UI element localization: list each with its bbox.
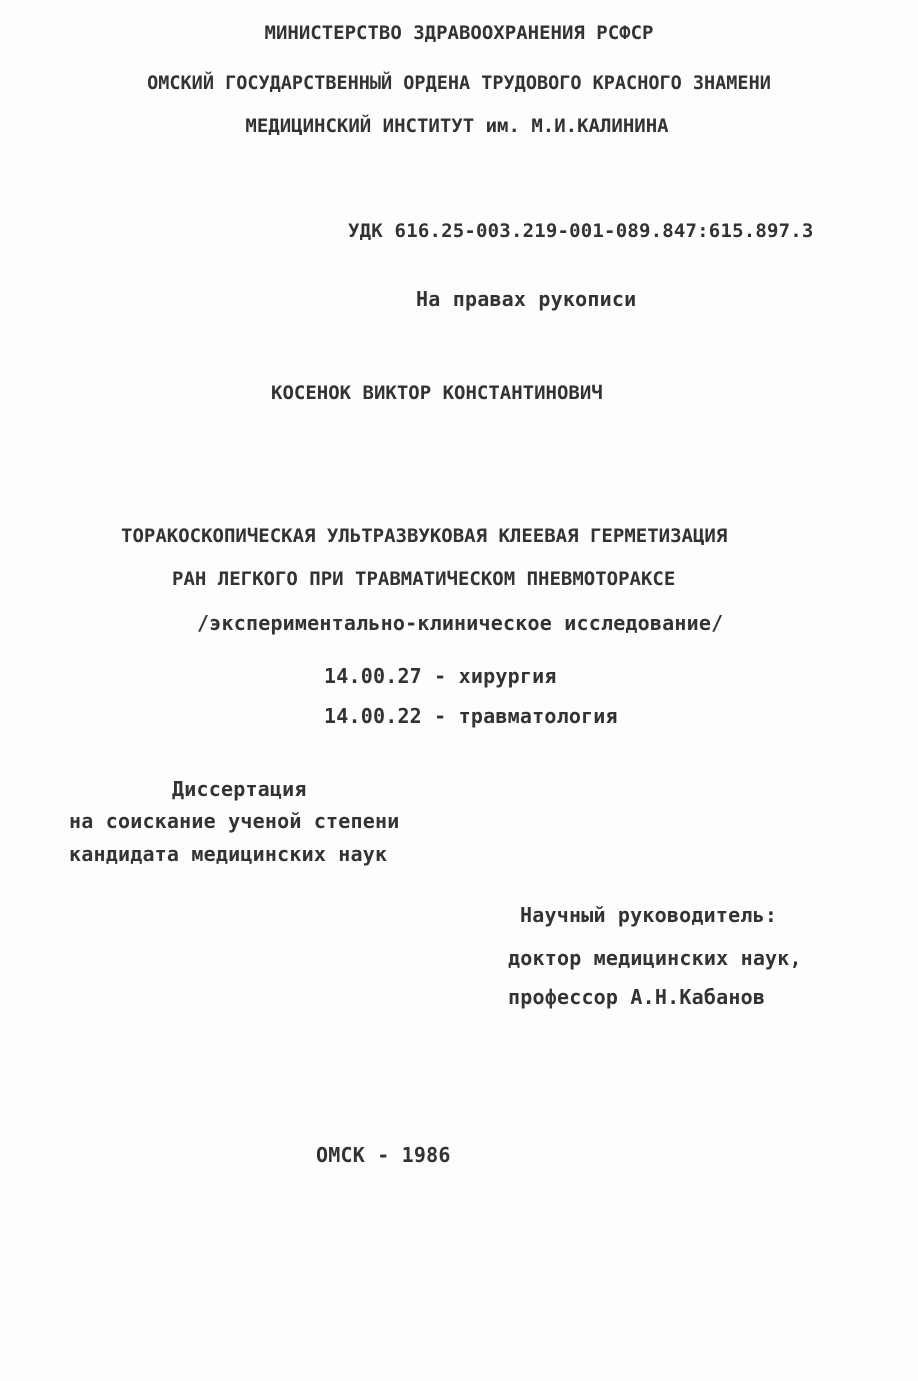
title-line1: ТОРАКОСКОПИЧЕСКАЯ УЛЬТРАЗВУКОВАЯ КЛЕЕВАЯ ГЕРМЕТИЗАЦИЯ	[121, 525, 728, 547]
supervisor-name: профессор А.Н.Кабанов	[508, 985, 766, 1009]
city-year: ОМСК - 1986	[316, 1143, 451, 1167]
dissertation-degree-line1: на соискание ученой степени	[69, 809, 400, 833]
supervisor-degree: доктор медицинских наук,	[508, 946, 802, 970]
institute-name-line1: ОМСКИЙ ГОСУДАРСТВЕННЫЙ ОРДЕНА ТРУДОВОГО КРАСНОГО ЗНАМЕНИ	[147, 73, 771, 94]
specialty-surgery: 14.00.27 - хирургия	[324, 664, 557, 688]
udk-code: УДК 616.25-003.219-001-089.847:615.897.3	[348, 220, 814, 242]
dissertation-degree-line2: кандидата медицинских наук	[69, 842, 388, 866]
title-line2: РАН ЛЕГКОГО ПРИ ТРАВМАТИЧЕСКОМ ПНЕВМОТОРАКСЕ	[172, 568, 676, 590]
institute-name-line2: МЕДИЦИНСКИЙ ИНСТИТУТ им. М.И.КАЛИНИНА	[245, 115, 669, 137]
specialty-traumatology: 14.00.22 - травматология	[324, 704, 618, 728]
dissertation-label: Диссертация	[172, 777, 307, 801]
manuscript-rights: На правах рукописи	[416, 287, 637, 311]
author-name: КОСЕНОК ВИКТОР КОНСТАНТИНОВИЧ	[271, 382, 603, 404]
ministry-header: МИНИСТЕРСТВО ЗДРАВООХРАНЕНИЯ РСФСР	[264, 22, 654, 44]
supervisor-label: Научный руководитель:	[520, 903, 778, 927]
title-line3: /экспериментально-клиническое исследование/	[197, 611, 724, 635]
